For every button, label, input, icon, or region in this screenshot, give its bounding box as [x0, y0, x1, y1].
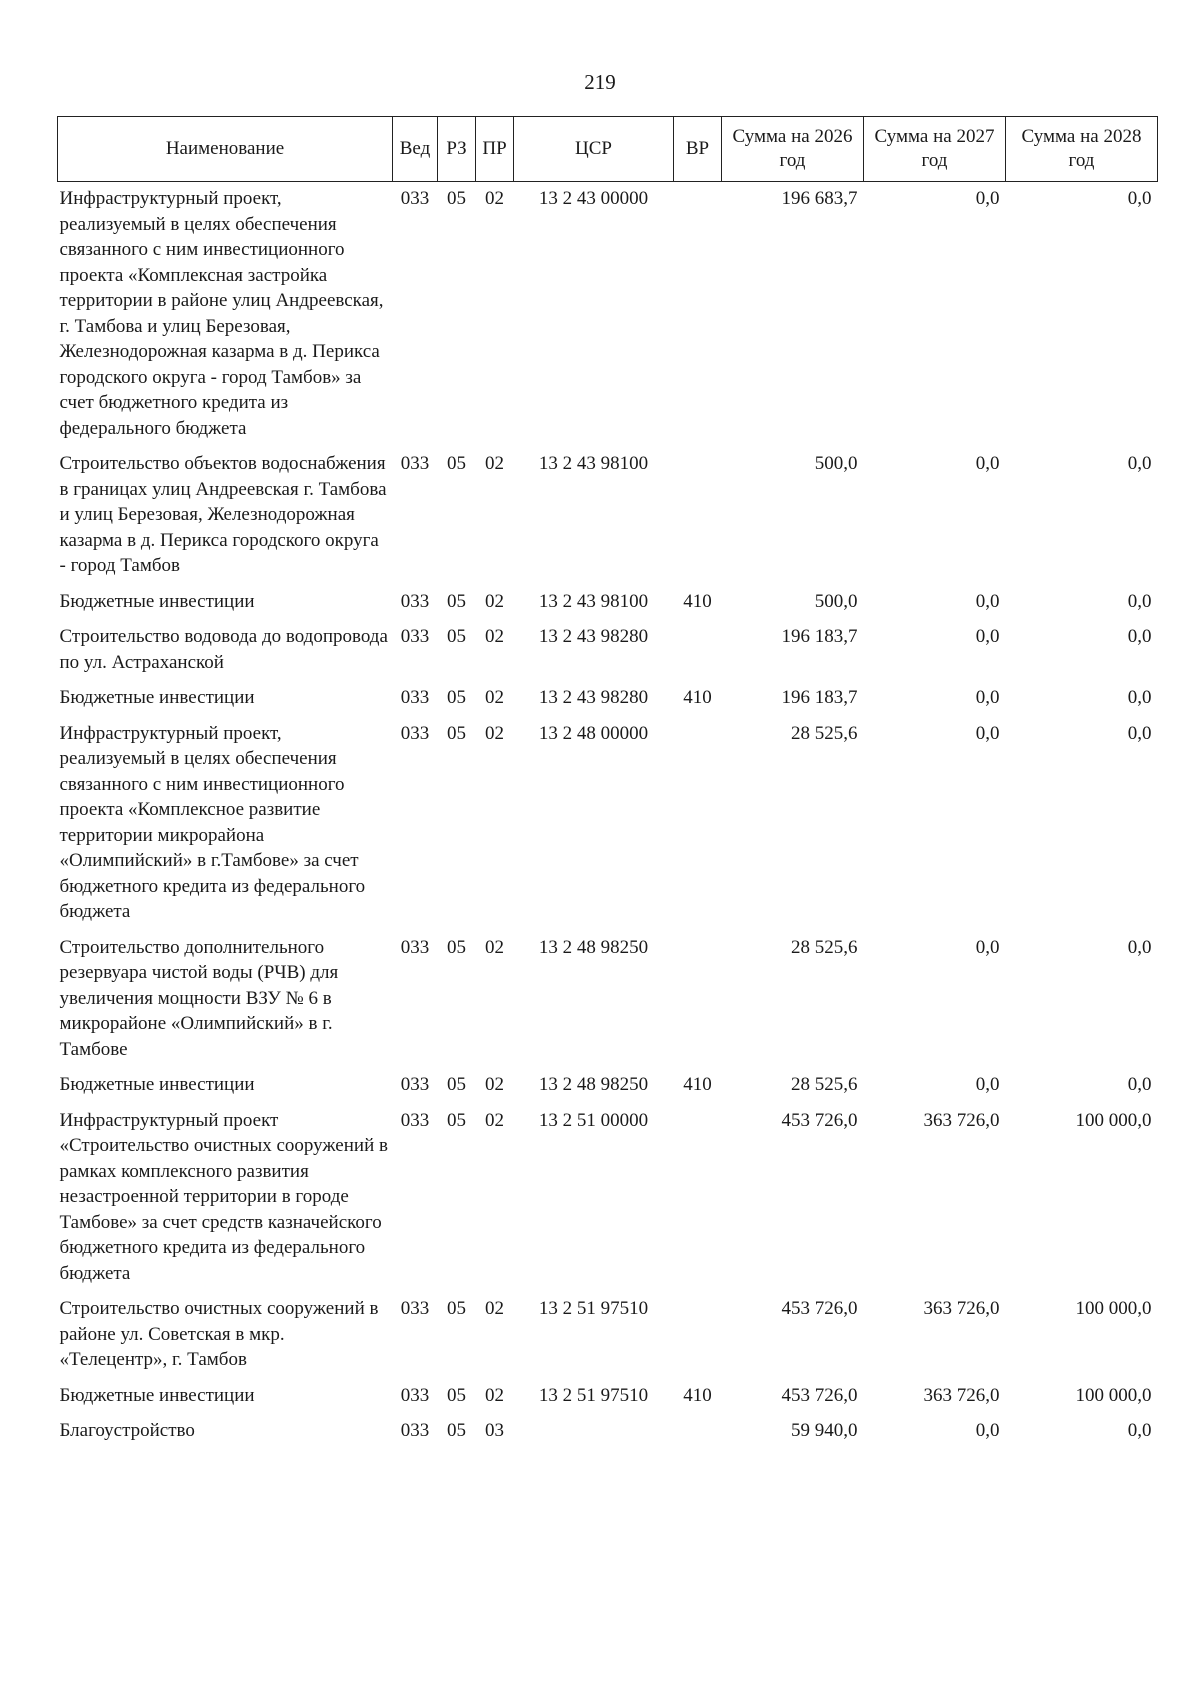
table-row [58, 717, 1158, 931]
header-csr: ЦСР [514, 117, 674, 182]
table-row [58, 681, 1158, 717]
cell-pr: 02 [485, 1109, 504, 1131]
cell-vr: 410 [683, 687, 712, 708]
cell-vr [674, 620, 722, 681]
cell-sum-2028: 0,0 [1127, 1074, 1152, 1095]
cell-sum-2027: 0,0 [975, 722, 1000, 744]
cell-csr [514, 1414, 674, 1450]
cell-vr [674, 717, 722, 931]
cell-sum-2028: 0,0 [1127, 453, 1152, 474]
cell-ved: 033 [400, 1074, 430, 1095]
cell-rz: 05 [447, 1298, 466, 1319]
cell-csr: 13 2 43 98280 [538, 687, 649, 708]
table-row [58, 1414, 1158, 1450]
cell-pr: 02 [485, 590, 504, 612]
cell-sum-2028: 0,0 [1127, 590, 1152, 612]
cell-name: Бюджетные инвестиции [59, 1384, 255, 1406]
cell-rz: 05 [447, 188, 466, 209]
cell-sum-2028: 0,0 [1127, 936, 1152, 958]
cell-sum-2028: 100 000,0 [1075, 1298, 1152, 1319]
cell-sum-2027: 0,0 [975, 188, 1000, 209]
cell-sum-2026: 196 683,7 [781, 188, 858, 209]
header-sum-2026: Сумма на 2026 год [722, 117, 864, 182]
cell-vr [674, 1292, 722, 1379]
cell-rz: 05 [447, 453, 466, 474]
cell-pr: 02 [485, 936, 504, 958]
cell-rz: 05 [447, 1074, 466, 1095]
cell-sum-2026: 453 726,0 [781, 1384, 858, 1406]
cell-sum-2026: 196 183,7 [781, 687, 858, 708]
cell-ved: 033 [400, 626, 430, 647]
cell-name: Строительство объектов водоснабжения в границах улиц Андреевская г. Тамбова и улиц Березовая, Железнодорожная казарма в д. Перикса городского округа - город Тамбов [59, 453, 387, 576]
cell-vr: 410 [683, 1384, 712, 1406]
cell-sum-2026: 28 525,6 [791, 936, 858, 958]
cell-vr [674, 1414, 722, 1450]
cell-ved: 033 [400, 687, 430, 708]
header-pr: ПР [476, 117, 514, 182]
cell-sum-2027: 0,0 [975, 936, 1000, 958]
cell-ved: 033 [400, 453, 430, 474]
cell-name: Инфраструктурный проект «Строительство очистных сооружений в рамках комплексного развития незастроенной территории в городе Тамбове» за счет средств казначейского бюджетного кредита из федерального бюджета [59, 1109, 388, 1284]
header-name: Наименование [58, 117, 393, 182]
cell-csr: 13 2 51 97510 [538, 1384, 649, 1406]
cell-vr [674, 1104, 722, 1293]
cell-csr: 13 2 48 00000 [538, 722, 649, 744]
cell-pr: 02 [485, 687, 504, 708]
table-body [58, 182, 1158, 1450]
table-row [58, 931, 1158, 1069]
cell-sum-2028: 0,0 [1127, 1420, 1152, 1441]
cell-sum-2028: 0,0 [1127, 722, 1152, 744]
cell-name: Инфраструктурный проект, реализуемый в целях обеспечения связанного с ним инвестиционного проекта «Комплексное развитие территории микрорайона «Олимпийский» в г.Тамбове» за счет бюджетного кредита из федерального бюджета [59, 722, 366, 922]
cell-sum-2027: 0,0 [975, 687, 1000, 708]
header-ved: Вед [393, 117, 438, 182]
cell-pr: 02 [485, 453, 504, 474]
cell-rz: 05 [447, 626, 466, 647]
cell-vr: 410 [683, 590, 712, 612]
cell-csr: 13 2 43 98100 [538, 453, 649, 474]
cell-name: Строительство водовода до водопровода по ул. Астраханской [59, 626, 388, 673]
cell-ved: 033 [400, 722, 430, 744]
cell-name: Бюджетные инвестиции [59, 687, 255, 708]
cell-csr: 13 2 48 98250 [538, 1074, 649, 1095]
cell-sum-2026: 28 525,6 [791, 1074, 858, 1095]
cell-ved: 033 [400, 1384, 430, 1406]
cell-name: Инфраструктурный проект, реализуемый в целях обеспечения связанного с ним инвестиционного проекта «Комплексная застройка территории в районе улиц Андреевская, г. Тамбова и улиц Березовая, Железнодорожная казарма в д. Перикса городского округа - город Тамбов» за счет бюджетного кредита из федерального бюджета [59, 188, 384, 439]
table-row [58, 1104, 1158, 1293]
table-header [58, 117, 1158, 182]
cell-vr [674, 182, 722, 448]
cell-rz: 05 [447, 1384, 466, 1406]
cell-sum-2027: 0,0 [975, 1420, 1000, 1441]
cell-name: Бюджетные инвестиции [59, 590, 255, 612]
cell-sum-2028: 100 000,0 [1075, 1109, 1152, 1131]
table-row [58, 447, 1158, 585]
header-vr: ВР [674, 117, 722, 182]
cell-csr: 13 2 43 00000 [538, 188, 649, 209]
cell-sum-2028: 0,0 [1127, 687, 1152, 708]
cell-sum-2027: 0,0 [975, 626, 1000, 647]
cell-sum-2028: 100 000,0 [1075, 1384, 1152, 1406]
cell-ved: 033 [400, 188, 430, 209]
cell-rz: 05 [447, 687, 466, 708]
cell-csr: 13 2 43 98280 [538, 626, 649, 647]
cell-csr: 13 2 48 98250 [538, 936, 649, 958]
cell-sum-2026: 453 726,0 [781, 1298, 858, 1319]
cell-csr: 13 2 43 98100 [538, 590, 649, 612]
table-row [58, 182, 1158, 448]
cell-pr: 02 [485, 1298, 504, 1319]
page-number: 219 [584, 70, 616, 94]
cell-ved: 033 [400, 1420, 430, 1441]
cell-vr: 410 [683, 1074, 712, 1095]
cell-pr: 02 [485, 188, 504, 209]
cell-sum-2026: 500,0 [814, 453, 858, 474]
cell-csr: 13 2 51 97510 [538, 1298, 649, 1319]
cell-pr: 03 [485, 1420, 504, 1441]
cell-ved: 033 [400, 1109, 430, 1131]
cell-pr: 02 [485, 626, 504, 647]
cell-sum-2028: 0,0 [1127, 188, 1152, 209]
cell-sum-2026: 28 525,6 [791, 722, 858, 744]
table-row [58, 620, 1158, 681]
table-row [58, 585, 1158, 621]
cell-name: Благоустройство [59, 1420, 195, 1441]
cell-pr: 02 [485, 722, 504, 744]
cell-csr: 13 2 51 00000 [538, 1109, 649, 1131]
cell-pr: 02 [485, 1074, 504, 1095]
cell-sum-2026: 500,0 [814, 590, 858, 612]
cell-rz: 05 [447, 1420, 466, 1441]
header-sum-2027: Сумма на 2027 год [864, 117, 1006, 182]
cell-ved: 033 [400, 1298, 430, 1319]
budget-table [57, 116, 1158, 1450]
header-sum-2028: Сумма на 2028 год [1006, 117, 1158, 182]
cell-name: Строительство дополнительного резервуара чистой воды (РЧВ) для увеличения мощности ВЗУ № 6 в микрорайоне «Олимпийский» в г. Тамбове [59, 936, 339, 1060]
table-row [58, 1292, 1158, 1379]
cell-rz: 05 [447, 1109, 466, 1131]
table-row [58, 1379, 1158, 1415]
cell-sum-2027: 0,0 [975, 1074, 1000, 1095]
cell-sum-2026: 453 726,0 [781, 1109, 858, 1131]
cell-sum-2027: 0,0 [975, 453, 1000, 474]
cell-sum-2027: 363 726,0 [923, 1384, 1000, 1406]
cell-vr [674, 447, 722, 585]
cell-ved: 033 [400, 590, 430, 612]
cell-rz: 05 [447, 590, 466, 612]
cell-sum-2028: 0,0 [1127, 626, 1152, 647]
cell-sum-2027: 363 726,0 [923, 1298, 1000, 1319]
cell-rz: 05 [447, 722, 466, 744]
cell-name: Строительство очистных сооружений в районе ул. Советская в мкр. «Телецентр», г. Тамбов [59, 1298, 379, 1370]
table-row [58, 1068, 1158, 1104]
cell-vr [674, 931, 722, 1069]
cell-sum-2026: 196 183,7 [781, 626, 858, 647]
cell-sum-2027: 0,0 [975, 590, 1000, 612]
cell-rz: 05 [447, 936, 466, 958]
header-rz: РЗ [438, 117, 476, 182]
cell-name: Бюджетные инвестиции [59, 1074, 255, 1095]
cell-sum-2026: 59 940,0 [791, 1420, 858, 1441]
cell-sum-2027: 363 726,0 [923, 1109, 1000, 1131]
cell-pr: 02 [485, 1384, 504, 1406]
cell-ved: 033 [400, 936, 430, 958]
